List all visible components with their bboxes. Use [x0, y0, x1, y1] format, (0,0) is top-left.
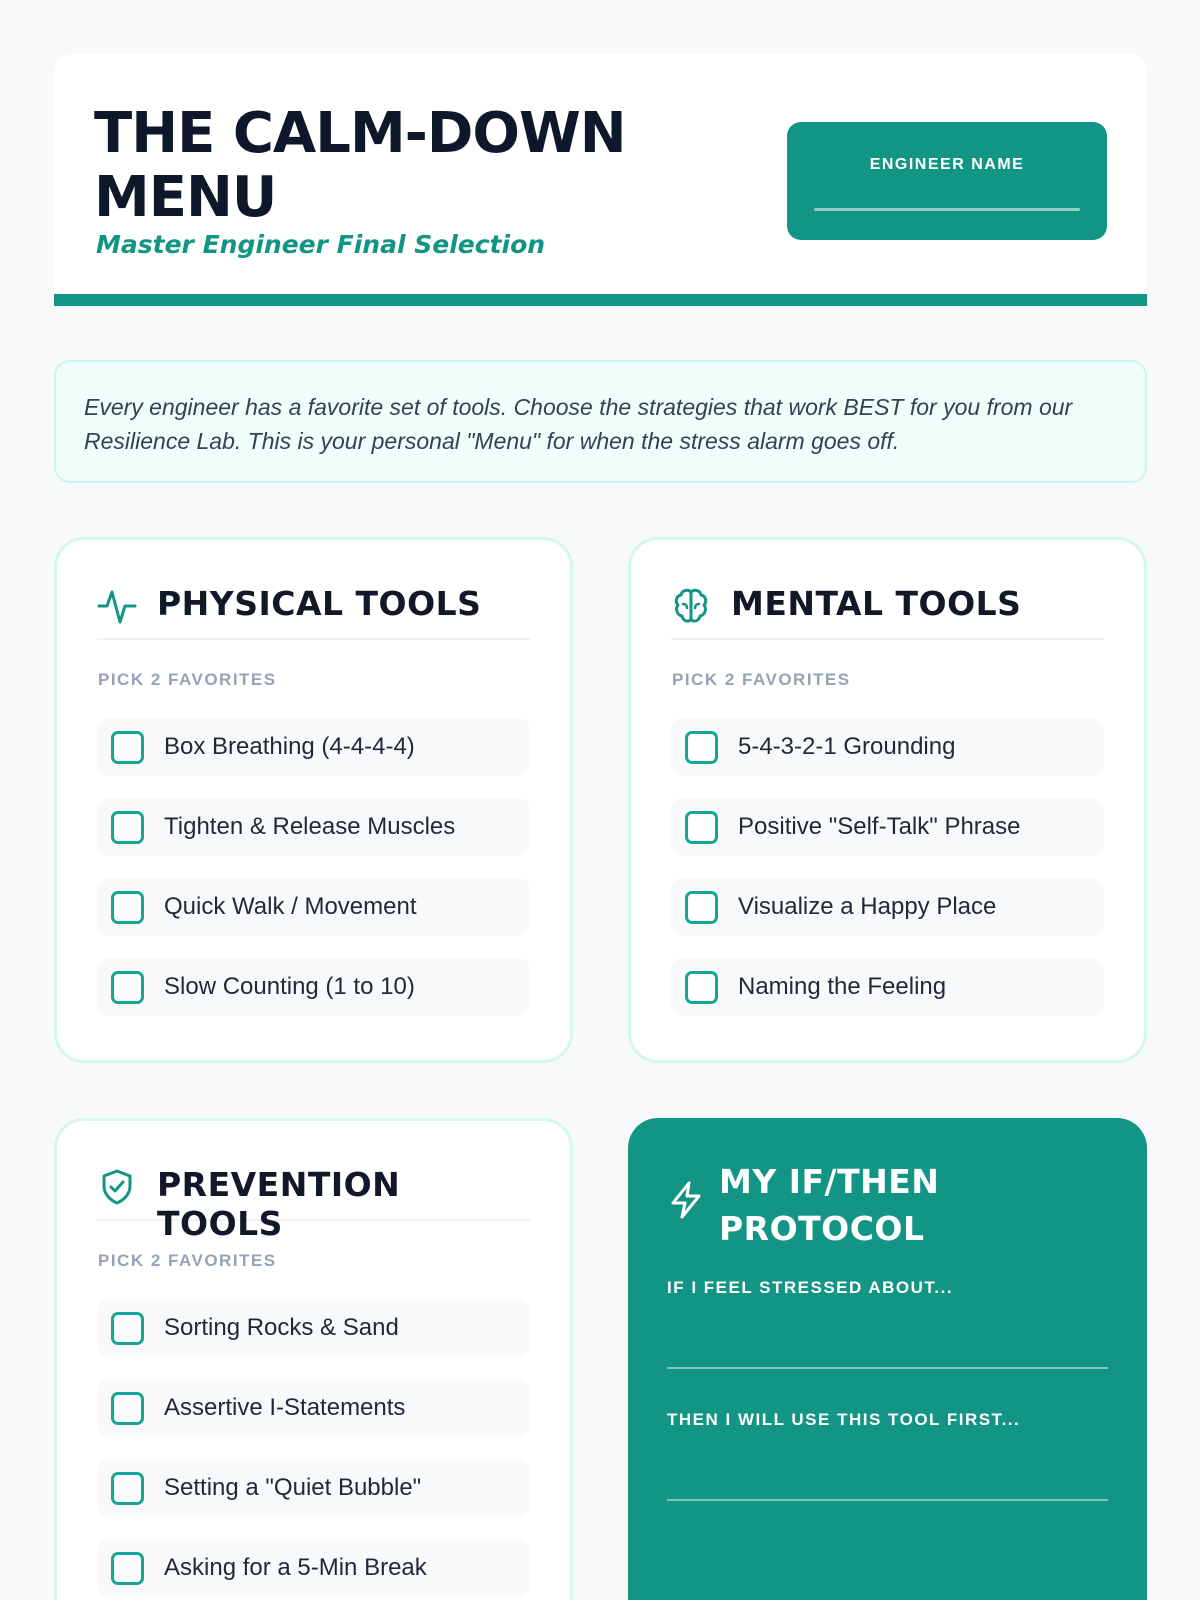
- engineer-name-box: [787, 122, 1107, 240]
- checklist-item-label: Positive "Self-Talk" Phrase: [738, 813, 1021, 840]
- checkbox[interactable]: [111, 811, 144, 844]
- lightning-icon: [666, 1180, 706, 1220]
- checklist-item-label: Quick Walk / Movement: [164, 893, 417, 920]
- engineer-name-label: ENGINEER NAME: [869, 156, 1025, 173]
- checklist: [97, 1299, 530, 1600]
- card-title: PREVENTION TOOLS: [157, 1165, 401, 1243]
- page-title: THE CALM-DOWN MENU: [94, 101, 626, 230]
- pick-instruction: PICK 2 FAVORITES: [98, 1251, 277, 1270]
- brain-icon: [671, 586, 711, 626]
- checklist-item-label: Setting a "Quiet Bubble": [164, 1474, 422, 1501]
- physical-tools-card: [54, 537, 573, 1063]
- checklist: [97, 718, 530, 1038]
- checklist-item[interactable]: [97, 1459, 530, 1517]
- checklist-item[interactable]: [671, 798, 1104, 856]
- checklist-item[interactable]: [97, 958, 530, 1016]
- checklist-item[interactable]: [671, 878, 1104, 936]
- if-then-protocol-panel: [628, 1118, 1147, 1600]
- checkbox[interactable]: [111, 1472, 144, 1505]
- engineer-name-field[interactable]: [814, 208, 1080, 211]
- if-answer-field[interactable]: [667, 1367, 1108, 1369]
- checklist-item-label: Assertive I-Statements: [164, 1394, 406, 1421]
- checklist-item-label: Naming the Feeling: [738, 973, 947, 1000]
- checklist-item[interactable]: [97, 1379, 530, 1437]
- checkbox[interactable]: [111, 731, 144, 764]
- pulse-icon: [97, 586, 137, 626]
- checklist-item-label: Visualize a Happy Place: [738, 893, 997, 920]
- then-answer-field[interactable]: [667, 1499, 1108, 1501]
- card-title: MENTAL TOOLS: [731, 584, 1022, 623]
- checklist: [671, 718, 1104, 1038]
- checkbox[interactable]: [685, 731, 718, 764]
- then-label: THEN I WILL USE THIS TOOL FIRST...: [667, 1410, 1021, 1429]
- card-title: PHYSICAL TOOLS: [157, 584, 482, 623]
- pick-instruction: PICK 2 FAVORITES: [672, 670, 851, 689]
- card-header: [97, 1161, 530, 1243]
- checklist-item[interactable]: [97, 798, 530, 856]
- if-label: IF I FEEL STRESSED ABOUT...: [667, 1278, 954, 1297]
- checkbox[interactable]: [685, 971, 718, 1004]
- page-subtitle: Master Engineer Final Selection: [96, 230, 546, 259]
- checkbox[interactable]: [111, 971, 144, 1004]
- checklist-item-label: Asking for a 5-Min Break: [164, 1554, 427, 1581]
- checklist-item-label: 5-4-3-2-1 Grounding: [738, 733, 956, 760]
- protocol-title: MY IF/THEN PROTOCOL: [719, 1162, 940, 1248]
- pick-instruction: PICK 2 FAVORITES: [98, 670, 277, 689]
- checklist-item[interactable]: [97, 1299, 530, 1357]
- mental-tools-card: [628, 537, 1147, 1063]
- checkbox[interactable]: [111, 1312, 144, 1345]
- checkbox[interactable]: [111, 1392, 144, 1425]
- checkbox[interactable]: [685, 891, 718, 924]
- checkbox[interactable]: [685, 811, 718, 844]
- shield-check-icon: [97, 1167, 137, 1207]
- checklist-item-label: Tighten & Release Muscles: [164, 813, 456, 840]
- card-header: [671, 580, 1104, 640]
- checklist-item[interactable]: [671, 718, 1104, 776]
- intro-text: Every engineer has a favorite set of tools. Choose the strategies that work BEST for you from our Resilience Lab. This is your personal "Menu" for when the stress alarm goes off.: [54, 360, 1147, 483]
- checkbox[interactable]: [111, 1552, 144, 1585]
- checklist-item[interactable]: [671, 958, 1104, 1016]
- prevention-tools-card: [54, 1118, 573, 1600]
- checklist-item[interactable]: [97, 1539, 530, 1597]
- checklist-item-label: Slow Counting (1 to 10): [164, 973, 415, 1000]
- header-card: [54, 54, 1147, 306]
- checklist-item[interactable]: [97, 718, 530, 776]
- card-header: [97, 580, 530, 640]
- checklist-item[interactable]: [97, 878, 530, 936]
- checklist-item-label: Box Breathing (4-4-4-4): [164, 733, 415, 760]
- checkbox[interactable]: [111, 891, 144, 924]
- checklist-item-label: Sorting Rocks & Sand: [164, 1314, 399, 1341]
